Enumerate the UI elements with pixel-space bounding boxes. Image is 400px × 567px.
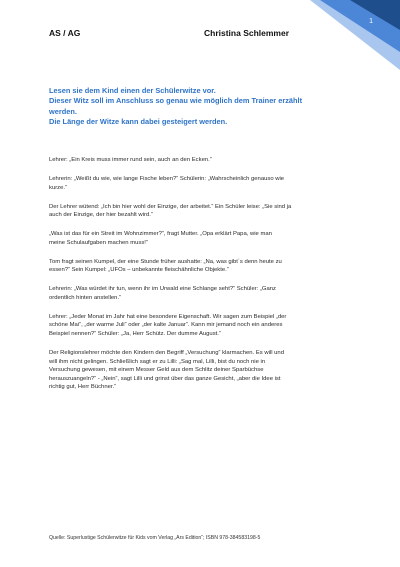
joke-paragraph <box>49 203 361 220</box>
joke-paragraph <box>49 349 361 392</box>
joke-line: Lehrerin: „Was würdet ihr tun, wenn ihr im Urwald eine Schlange seht?“ Schüler: „Ganz <box>49 286 276 293</box>
instruction-block <box>49 86 349 128</box>
source-footer: Quelle: Superlustige Schülerwitze für Kids vom Verlag „Ars Edition“; ISBN 978-384583198-5 <box>49 535 261 541</box>
corner-decoration <box>310 0 400 70</box>
joke-line: kurze.“ <box>49 184 68 191</box>
joke-line: meine Schulaufgaben machen muss!“ <box>49 239 148 246</box>
joke-line: auch der Einzige, der hier bezahlt wird.“ <box>49 212 153 219</box>
joke-paragraph <box>49 258 361 275</box>
joke-paragraph <box>49 313 361 339</box>
joke-line: „Was ist das für ein Streit im Wohnzimmer?“, fragt Mutter. „Opa erklärt Papa, wie man <box>49 231 272 238</box>
page-number: 1 <box>369 18 373 25</box>
joke-line: Der Religionslehrer möchte den Kindern den Begriff „Versuchung“ klarmachen. Es will und <box>49 350 284 357</box>
joke-paragraph <box>49 230 361 247</box>
joke-line: ordentlich hinten anstellen.“ <box>49 294 122 301</box>
joke-line: herauszuangeln?“ - „Nein“, sagt Lilli und grinst über das ganze Gesicht, „aber die Idee ist <box>49 375 281 382</box>
joke-line: richtig gut, Herr Büchner.“ <box>49 384 117 391</box>
header-author: Christina Schlemmer <box>204 28 290 38</box>
instruction-line: Dieser Witz soll im Anschluss so genau wie möglich dem Trainer erzählt <box>49 96 303 106</box>
joke-line: Tom fragt seinen Kumpel, der eine Stunde früher aushatte: „Na, was gibt´s denn heute zu <box>49 258 282 265</box>
header-course: AS / AG <box>49 28 81 38</box>
joke-line: schöne Mai“, „der warme Juli“ oder „der kalte Januar“. Kann mir jemand noch ein anderes <box>49 322 283 329</box>
joke-line: Beispiel nennen?“ Schüler: „Ja, Herr Schütz. Der dumme August.“ <box>49 331 221 338</box>
instruction-line: Die Länge der Witze kann dabei gesteigert werden. <box>49 117 228 127</box>
joke-line: essen?“ Sein Kumpel: „UFOs – unbekannte fleischähnliche Objekte.“ <box>49 267 229 274</box>
joke-line: Lehrer: „Jeder Monat im Jahr hat eine besondere Eigenschaft. Wir sagen zum Beispiel „der <box>49 313 287 320</box>
joke-line: will ihm nicht gelingen. Schließlich sagt er zu Lilli: „Sag mal, Lilli, bist du noch nie in <box>49 358 266 365</box>
joke-paragraph <box>49 285 361 302</box>
joke-line: Lehrer: „Ein Kreis muss immer rund sein, auch an den Ecken.“ <box>49 157 212 163</box>
joke-list <box>49 156 361 402</box>
instruction-line: werden. <box>49 106 77 116</box>
instruction-line: Lesen sie dem Kind einen der Schülerwitze vor. <box>49 86 216 95</box>
joke-paragraph <box>49 175 361 192</box>
joke-line: Versuchung gewesen, mit einem Messer Geld aus dem Schlitz deiner Sparbüchse <box>49 367 264 374</box>
joke-paragraph <box>49 156 361 165</box>
joke-line: Der Lehrer wütend: „Ich bin hier wohl der Einzige, der arbeitet.“ Ein Schüler leise: „Sie sind ja <box>49 203 292 210</box>
joke-line: Lehrerin: „Weißt du wie, wie lange Fische leben?“ Schülerin: „Wahrscheinlich genauso wie <box>49 175 285 182</box>
